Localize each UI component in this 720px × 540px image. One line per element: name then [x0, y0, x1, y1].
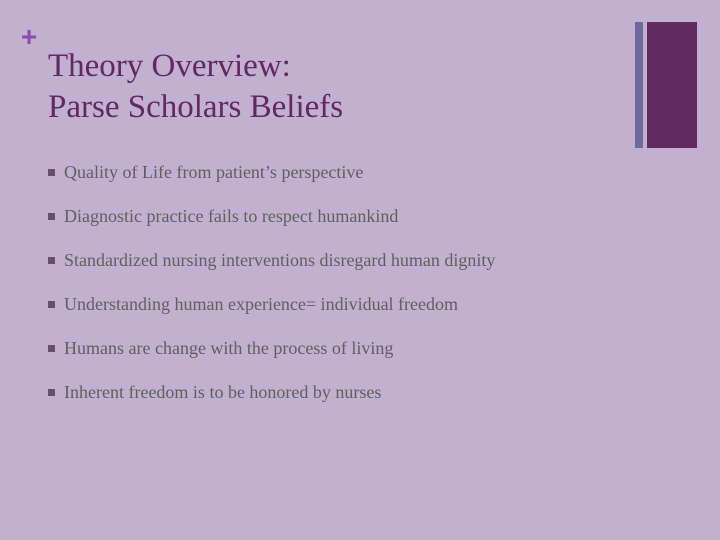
bullet-item: [46, 332, 666, 376]
bullet-text: Humans are change with the process of living: [64, 338, 394, 358]
bullet-item: [46, 288, 666, 332]
slide-title-line-1: Theory Overview:: [48, 48, 291, 84]
bullet-item: [46, 156, 666, 200]
square-bullet-icon: [48, 213, 55, 220]
plus-icon: +: [20, 21, 38, 52]
square-bullet-icon: [48, 389, 55, 396]
slide-title-line-2: Parse Scholars Beliefs: [48, 89, 344, 125]
bullet-item: [46, 376, 666, 420]
bullet-text: Standardized nursing interventions disregard human dignity: [64, 250, 496, 270]
thin-accent-bar: [635, 22, 643, 148]
bullet-item: [46, 200, 666, 244]
square-bullet-icon: [48, 169, 55, 176]
square-bullet-icon: [48, 345, 55, 352]
bullet-text: Understanding human experience= individual freedom: [64, 294, 459, 314]
square-bullet-icon: [48, 301, 55, 308]
bullet-list: [46, 156, 666, 420]
bullet-text: Quality of Life from patient’s perspective: [64, 162, 364, 182]
bullet-text: Inherent freedom is to be honored by nurses: [64, 382, 382, 402]
bullet-text: Diagnostic practice fails to respect humankind: [64, 206, 399, 226]
bullet-item: [46, 244, 666, 288]
square-bullet-icon: [48, 257, 55, 264]
thick-accent-bar: [647, 22, 697, 148]
slide-title: [48, 46, 608, 128]
